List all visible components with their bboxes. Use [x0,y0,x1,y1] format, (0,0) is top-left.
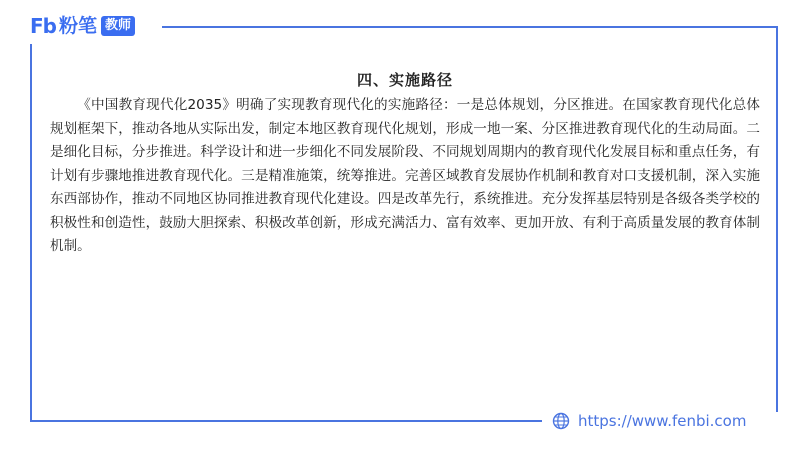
document-content [50,68,760,259]
footer-url [552,410,746,432]
website-link[interactable]: https://www.fenbi.com [578,412,747,430]
section-heading: 四、实施路径 [356,71,453,89]
globe-icon [552,412,570,430]
frame-line-top [162,26,778,28]
body-paragraph: 《中国教育现代化2035》明确了实现教育现代化的实施路径：一是总体规划，分区推进。在国家教育现代化总体规划框架下，推动各地从实际出发，制定本地区教育现代化规划，形成一地一案、分区推进教育现代化的生动局面。二是细化目标，分步推进。科学设计和进一步细化不同发展阶段、不同规划周期内的教育现代化发展目标和重点任务，有计划有步骤地推进教育现代化。三是精准施策，统筹推进。完善区域教育发展协作机制和教育对口支援机制，深入实施东西部协作，推动不同地区协同推进教育现代化建设。四是改革先行，系统推进。充分发挥基层特别是各级各类学校的积极性和创造性，鼓励大胆探索、积极改革创新，形成充满活力、富有效率、更加开放、有利于高质量发展的教育体制机制。 [50,97,760,254]
logo-mark: Fb [30,14,56,38]
logo-badge: 教师 [101,16,135,36]
frame-line-left [30,44,32,422]
frame-line-bottom [30,420,542,422]
logo-brand-name: 粉笔 [58,15,97,37]
frame-line-right [776,26,778,412]
fenbi-logo [30,14,135,38]
